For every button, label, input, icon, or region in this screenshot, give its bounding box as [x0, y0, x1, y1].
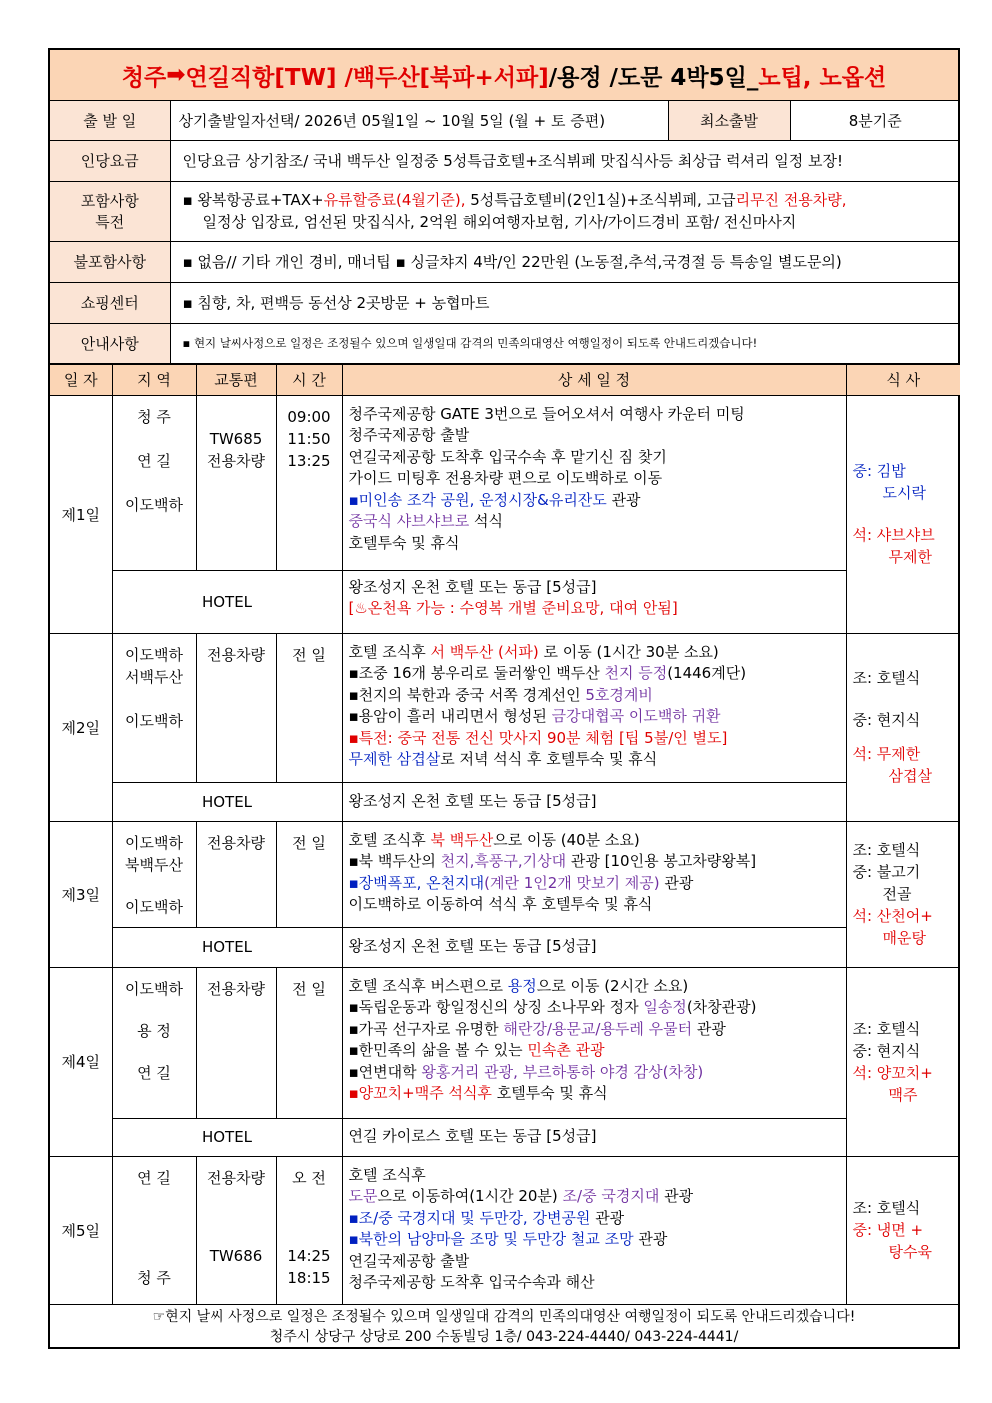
detail-text: 으로 이동하여(1시간 20분) — [377, 1187, 563, 1206]
detail-highlight: ▪미인송 조각 공원, 운정시장&유리잔도 — [348, 490, 607, 509]
detail-highlight: 천지 등정 — [604, 664, 668, 683]
detail-text: 관광 — [633, 1230, 668, 1249]
meal-lunch: 중: 김밥 — [852, 462, 906, 480]
notice-value: ▪ 현지 날씨사정으로 일정은 조정될수 있으며 일생일대 감격의 민족의대영산 여행일정이 되도록 안내드리겠습니다! — [170, 323, 960, 363]
flight-number: TW686 — [209, 1246, 263, 1265]
day-label: 제3일 — [50, 821, 112, 967]
day-meals — [846, 967, 960, 1156]
day-meals — [846, 633, 960, 821]
detail-line: 연길국제공항 도착후 입국수속 후 맡기신 짐 찾기 — [348, 447, 667, 466]
detail-text: 관광 — [659, 1187, 694, 1206]
arrow-right-icon: ➡ — [166, 62, 186, 88]
meal-breakfast: 조: 호텔식 — [852, 841, 921, 859]
detail-line: 호텔투숙 및 휴식 — [348, 534, 460, 553]
day-regions — [112, 395, 196, 570]
detail-highlight: 북 백두산 — [430, 830, 494, 849]
meal-dinner: 석: 샤브샤브 — [852, 526, 935, 544]
include-label-line2: 특전 — [95, 213, 125, 231]
day-transport — [196, 821, 276, 927]
detail-text: 호텔 조식후 버스편으로 — [348, 976, 508, 995]
region: 용 정 — [137, 1021, 171, 1040]
region: 이도백하 — [125, 645, 183, 664]
detail-highlight: 해란강/용문교/용두레 우물터 — [503, 1019, 693, 1038]
detail-text: 관광 — [606, 490, 641, 509]
region: 청 주 — [137, 1268, 171, 1287]
meal-dinner-cont: 삼겹살 — [888, 767, 932, 785]
day-label: 제2일 — [50, 633, 112, 821]
detail-text: 으로 이동 (40분 소요) — [493, 830, 640, 849]
day-times — [276, 821, 342, 927]
day-details — [342, 967, 846, 1118]
time: 오 전 — [292, 1168, 326, 1187]
hotel-name: 왕조성지 온천 호텔 또는 동급 [5성급] — [342, 782, 846, 821]
day-regions — [112, 1156, 196, 1304]
include-text: 5성특급호텔비(2인1실)+조식뷔페, 고급 — [465, 191, 736, 209]
detail-text: 로 이동 (1시간 30분 소요) — [538, 642, 719, 661]
meal-dinner-cont: 무제한 — [888, 548, 932, 566]
title-cities: /용정 /도문 4박5일_ — [548, 64, 759, 91]
detail-text: ▪독립운동과 항일정신의 상징 소나무와 정자 — [348, 998, 644, 1017]
detail-text: ▪한민족의 삶을 볼 수 있는 — [348, 1041, 528, 1060]
day2-row — [50, 633, 960, 782]
footer — [50, 1305, 958, 1347]
day-transport — [196, 967, 276, 1118]
detail-text: 호텔 조식후 — [348, 642, 431, 661]
time: 전 일 — [292, 979, 326, 998]
region: 이도백하 — [125, 979, 183, 998]
hotel-info — [342, 570, 846, 633]
header-transport: 교통편 — [196, 364, 276, 395]
detail-text: 관광 — [590, 1208, 625, 1227]
time: 전 일 — [292, 833, 326, 852]
time: 전 일 — [292, 645, 326, 664]
day-details — [342, 395, 846, 570]
exclude-label: 불포함사항 — [50, 241, 170, 282]
detail-highlight: 용정 — [507, 976, 537, 995]
header-time: 시 간 — [276, 364, 342, 395]
region: 서백두산 — [125, 667, 183, 686]
day-details — [342, 1156, 846, 1304]
notice-label: 안내사항 — [50, 323, 170, 363]
detail-text: 로 저녁 석식 후 호텔투숙 및 휴식 — [440, 750, 658, 769]
day4-row — [50, 967, 960, 1118]
detail-text: ▪북 백두산의 — [348, 852, 441, 871]
day-times — [276, 633, 342, 782]
detail-highlight: ▪양꼬치+맥주 석식후 — [348, 1084, 492, 1103]
meal-lunch-cont: 전골 — [882, 885, 912, 903]
detail-highlight: 일송정 — [643, 998, 687, 1017]
meal-breakfast: 조: 호텔식 — [852, 1199, 921, 1217]
detail-text: 호텔투숙 및 휴식 — [491, 1084, 608, 1103]
detail-highlight: 5호경계비 — [585, 685, 653, 704]
include-fuel: 유류할증료(4월기준), — [323, 191, 466, 209]
day-times — [276, 1156, 342, 1304]
detail-text: ▪용암이 흘러 내리면서 형성된 — [348, 707, 552, 726]
detail-highlight: 무제한 삼겹살 — [348, 750, 441, 769]
shopping-value: ▪ 침향, 차, 편백등 동선상 2곳방문 + 농협마트 — [170, 282, 960, 323]
meal-breakfast: 조: 호텔식 — [852, 1019, 921, 1038]
departure-label: 출 발 일 — [50, 101, 170, 140]
title-no-tip: 노팁, 노옵션 — [758, 64, 887, 91]
region: 청 주 — [137, 407, 171, 426]
day-regions — [112, 967, 196, 1118]
header-detail: 상 세 일 정 — [342, 364, 846, 395]
hotel-name: 왕조성지 온천 호텔 또는 동급 [5성급] — [342, 927, 846, 967]
day5-row — [50, 1156, 960, 1304]
schedule-table — [50, 364, 960, 1305]
meal-dinner: 석: 양꼬치+ — [852, 1063, 933, 1082]
region: 연 길 — [137, 1063, 171, 1082]
hotel-label: HOTEL — [112, 570, 342, 633]
include-limo: 리무진 전용차량, — [735, 191, 847, 209]
include-label — [50, 181, 170, 241]
detail-line: 호텔 조식후 — [348, 1165, 426, 1184]
header-region: 지 역 — [112, 364, 196, 395]
detail-highlight: 왕홍거리 관광, 부르하통하 야경 감상(차창) — [421, 1062, 704, 1081]
day-meals — [846, 821, 960, 967]
hotel-name: 왕조성지 온천 호텔 또는 동급 [5성급] — [348, 577, 597, 596]
time: 14:25 — [287, 1246, 331, 1265]
region: 연 길 — [137, 1168, 171, 1187]
detail-line: 이도백하로 이동하여 석식 후 호텔투숙 및 휴식 — [348, 895, 653, 914]
detail-highlight: (계란 1인2개 맛보기 제공) — [484, 873, 660, 892]
detail-highlight: 조/중 국경지대 — [562, 1187, 660, 1206]
meal-lunch: 중: 냉면 + — [852, 1221, 924, 1239]
transport: 전용차량 — [207, 1168, 265, 1187]
day-details — [342, 821, 846, 927]
detail-highlight: ▪장백폭포, 온천지대 — [348, 873, 485, 892]
flight-number: TW685 — [209, 429, 263, 448]
min-departure-label: 최소출발 — [668, 101, 790, 140]
region: 북백두산 — [125, 855, 183, 874]
footer-notice: ☞현지 날씨 사정으로 일정은 조정될수 있으며 일생일대 감격의 민족의대영산 여행일정이 되도록 안내드리겠습니다! — [152, 1308, 856, 1325]
title-origin: 청주 — [121, 64, 167, 91]
transport: 전용차량 — [207, 451, 265, 470]
footer-address: 청주시 상당구 상당로 200 수동빌딩 1층/ 043-224-4440/ 043-224-4441/ — [269, 1328, 739, 1345]
min-departure-value: 8분기준 — [790, 101, 960, 140]
detail-highlight: 도문 — [348, 1187, 378, 1206]
time: 11:50 — [287, 429, 331, 448]
meal-dinner: 석: 산천어+ — [852, 907, 933, 925]
detail-text: 관광 [10인용 봉고차량왕복] — [566, 852, 757, 871]
hotel-label: HOTEL — [112, 927, 342, 967]
title-baekdu: 백두산[북파+서파] — [352, 64, 549, 91]
day-meals — [846, 1156, 960, 1304]
time: 13:25 — [287, 451, 331, 470]
detail-text: 으로 이동 (2시간 소요) — [536, 976, 689, 995]
detail-text: ▪조중 16개 봉우리로 둘러쌓인 백두산 — [348, 664, 605, 683]
exclude-value: ▪ 없음// 기타 개인 경비, 매너팁 ▪ 싱글챠지 4박/인 22만원 (노동절,추석,국경절 등 특송일 별도문의) — [170, 241, 960, 282]
detail-highlight: ▪북한의 남양마을 조망 및 두만강 철교 조망 — [348, 1230, 634, 1249]
meal-lunch: 중: 현지식 — [852, 1041, 921, 1060]
price-value: 인당요금 상기참조/ 국내 백두산 일정중 5성특급호텔+조식뷔페 맛집식사등 최상급 럭셔리 일정 보장! — [170, 140, 960, 181]
time: 09:00 — [287, 407, 331, 426]
detail-highlight: 천지,흑풍구,기상대 — [440, 852, 567, 871]
detail-text: ▪연변대학 — [348, 1062, 422, 1081]
day-times — [276, 395, 342, 570]
detail-text: ▪천지의 북한과 중국 서쪽 경계선인 — [348, 685, 586, 704]
transport: 전용차량 — [207, 645, 265, 664]
include-label-line1: 포함사항 — [80, 192, 139, 210]
detail-highlight: 금강대협곡 이도백하 귀환 — [551, 707, 721, 726]
region: 이도백하 — [125, 711, 183, 730]
day-details — [342, 633, 846, 782]
page-title — [50, 50, 958, 101]
price-label: 인당요금 — [50, 140, 170, 181]
detail-highlight: 중국식 샤브샤브로 — [348, 512, 470, 531]
day3-row — [50, 821, 960, 927]
meal-lunch-cont: 탕수육 — [888, 1243, 932, 1261]
day-meals — [846, 395, 960, 633]
detail-text: ▪가곡 선구자로 유명한 — [348, 1019, 504, 1038]
title-route: 연길직항[TW] / — [185, 64, 353, 91]
hotel-label: HOTEL — [112, 782, 342, 821]
include-line2: 일정상 입장료, 엄선된 맛집식사, 2억원 해외여행자보험, 기사/가이드경비 포함/ 전신마사지 — [202, 213, 797, 231]
day-label: 제1일 — [50, 395, 112, 633]
day1-row — [50, 395, 960, 570]
detail-text: 호텔 조식후 — [348, 830, 431, 849]
departure-value: 상기출발일자선택/ 2026년 05월1일 ~ 10월 5일 (월 + 토 증편) — [170, 101, 668, 140]
region: 연 길 — [137, 451, 171, 470]
day-transport — [196, 395, 276, 570]
hotel-name: 연길 카이로스 호텔 또는 동급 [5성급] — [342, 1118, 846, 1156]
header-day: 일 자 — [50, 364, 112, 395]
day-times — [276, 967, 342, 1118]
transport: 전용차량 — [207, 979, 265, 998]
time: 18:15 — [287, 1268, 331, 1287]
detail-line: 가이드 미팅후 전용차량 편으로 이도백하로 이동 — [348, 469, 663, 488]
meal-dinner-cont: 매운탕 — [882, 929, 926, 947]
day-transport — [196, 633, 276, 782]
hotel-label: HOTEL — [112, 1118, 342, 1156]
include-text: ▪ 왕복항공료+TAX+ — [182, 191, 324, 209]
detail-special: ▪특전: 중국 전통 전신 맛사지 90분 체험 [팁 5불/인 별도] — [348, 728, 728, 747]
header-meal: 식 사 — [846, 364, 960, 395]
detail-line: 청주국제공항 출발 — [348, 426, 470, 445]
region: 이도백하 — [125, 495, 183, 514]
hotel-note: [♨온천욕 가능 : 수영복 개별 준비요망, 대여 안됨] — [348, 599, 678, 618]
meal-breakfast: 조: 호텔식 — [852, 669, 921, 687]
detail-text: 석식 — [469, 512, 503, 531]
detail-text: 관광 — [692, 1019, 726, 1038]
meal-dinner-cont: 맥주 — [888, 1085, 918, 1104]
region: 이도백하 — [125, 833, 183, 852]
day-label: 제4일 — [50, 967, 112, 1156]
detail-highlight: 민속촌 관광 — [527, 1041, 605, 1060]
detail-line: 연길국제공항 출발 — [348, 1251, 470, 1270]
day-transport — [196, 1156, 276, 1304]
meal-lunch: 중: 현지식 — [852, 711, 921, 729]
meal-lunch-cont: 도시락 — [882, 484, 926, 502]
detail-line: 청주국제공항 도착후 입국수속과 해산 — [348, 1273, 595, 1292]
region: 이도백하 — [125, 897, 183, 916]
day-regions — [112, 821, 196, 927]
meal-lunch: 중: 불고기 — [852, 863, 921, 881]
meal-dinner: 석: 무제한 — [852, 745, 921, 763]
include-value — [170, 181, 960, 241]
day-regions — [112, 633, 196, 782]
detail-line: 청주국제공항 GATE 3번으로 들어오셔서 여행사 카운터 미팅 — [348, 404, 745, 423]
detail-highlight: 서 백두산 (서파) — [430, 642, 539, 661]
detail-text: (차창관광) — [686, 998, 757, 1017]
detail-highlight: ▪조/중 국경지대 및 두만강, 강변공원 — [348, 1208, 591, 1227]
day-label: 제5일 — [50, 1156, 112, 1304]
transport: 전용차량 — [207, 833, 265, 852]
detail-text: (1446계단) — [667, 664, 747, 683]
info-table — [50, 101, 960, 364]
itinerary-sheet — [48, 48, 960, 1349]
shopping-label: 쇼핑센터 — [50, 282, 170, 323]
detail-text: 관광 — [659, 873, 694, 892]
